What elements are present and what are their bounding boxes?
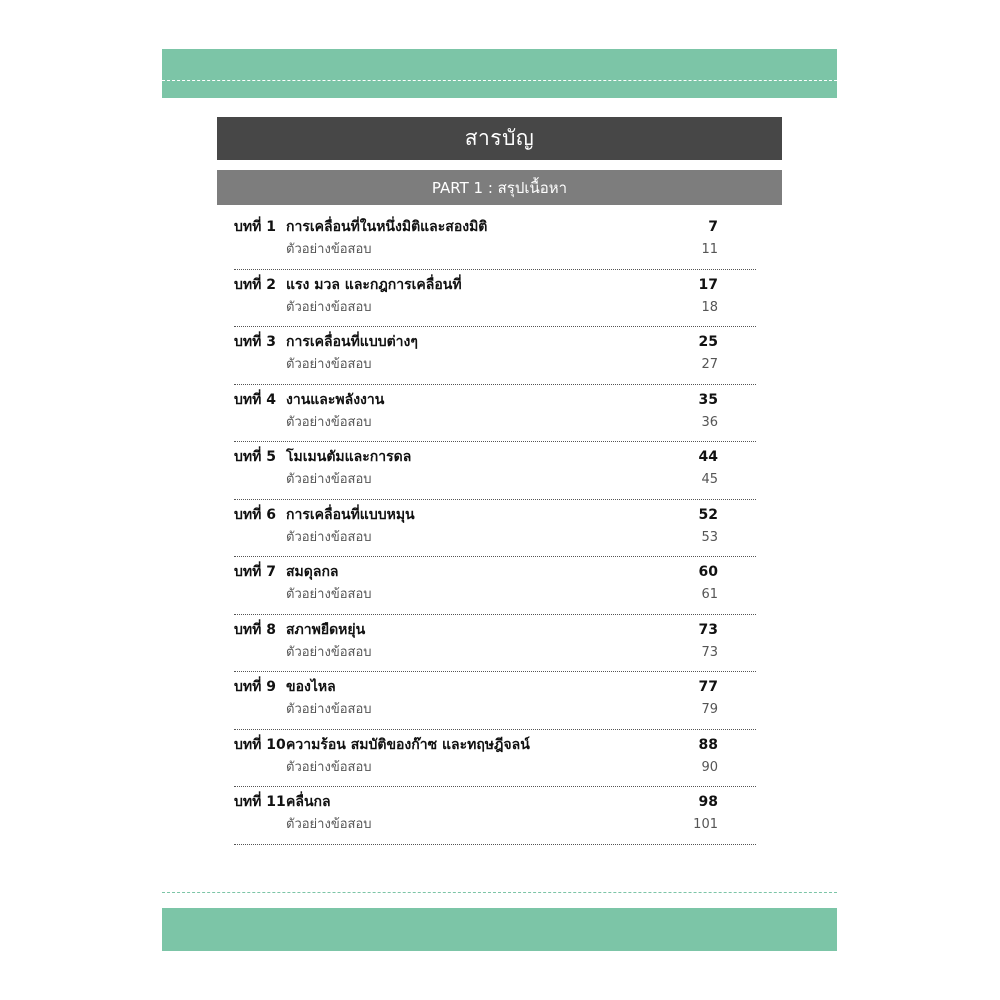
- chapter-title: ความร้อน สมบัติของก๊าซ และทฤษฎีจลน์: [286, 736, 530, 753]
- toc-entry[interactable]: [234, 385, 756, 443]
- chapter-title: สมดุลกล: [286, 564, 339, 580]
- chapter-title: สภาพยืดหยุ่น: [286, 621, 366, 638]
- exam-row[interactable]: [234, 584, 756, 606]
- toc-entry[interactable]: [234, 270, 756, 328]
- chapter-page: 35: [698, 391, 718, 408]
- chapter-row[interactable]: [234, 446, 756, 468]
- toc-entry[interactable]: [234, 500, 756, 558]
- exam-label: ตัวอย่างข้อสอบ: [286, 242, 372, 257]
- exam-row[interactable]: [234, 354, 756, 376]
- chapter-title: งานและพลังงาน: [286, 391, 385, 408]
- exam-page: 61: [701, 587, 718, 602]
- chapter-row[interactable]: [234, 504, 756, 526]
- exam-label: ตัวอย่างข้อสอบ: [286, 299, 372, 315]
- exam-row[interactable]: [234, 412, 756, 434]
- bottom-decor-band: [162, 908, 837, 951]
- exam-label: ตัวอย่างข้อสอบ: [286, 644, 372, 660]
- exam-row[interactable]: [234, 642, 756, 664]
- chapter-title: แรง มวล และกฎการเคลื่อนที่: [286, 276, 462, 293]
- chapter-title: ของไหล: [286, 679, 336, 695]
- chapter-label: บทที่ 6: [234, 506, 276, 523]
- part-title: PART 1 : สรุปเนื้อหา: [431, 178, 568, 197]
- chapter-label: บทที่ 10: [234, 736, 286, 753]
- exam-row[interactable]: [234, 469, 756, 491]
- chapter-title: คลื่นกล: [286, 794, 331, 810]
- chapter-page: 44: [698, 449, 718, 465]
- toc-title: สารบัญ: [464, 126, 535, 150]
- chapter-title: การเคลื่อนที่แบบหมุน: [286, 506, 415, 523]
- chapter-page: 88: [698, 736, 718, 753]
- exam-page: 11: [701, 242, 718, 257]
- toc-entry[interactable]: [234, 672, 756, 730]
- chapter-page: 60: [698, 564, 718, 580]
- exam-label: ตัวอย่างข้อสอบ: [286, 759, 372, 775]
- toc-entry[interactable]: [234, 615, 756, 673]
- exam-label: ตัวอย่างข้อสอบ: [286, 472, 372, 487]
- chapter-label: บทที่ 7: [234, 564, 276, 580]
- top-dashed-line: [162, 80, 837, 81]
- chapter-page: 25: [698, 334, 718, 350]
- bottom-dashed-line: [162, 892, 837, 893]
- chapter-row[interactable]: [234, 389, 756, 411]
- chapter-row[interactable]: [234, 274, 756, 296]
- chapter-label: บทที่ 2: [234, 276, 276, 293]
- chapter-label: บทที่ 1: [234, 219, 276, 235]
- exam-page: 36: [701, 414, 718, 430]
- chapter-page: 7: [708, 219, 718, 235]
- chapter-label: บทที่ 8: [234, 621, 276, 638]
- exam-label: ตัวอย่างข้อสอบ: [286, 414, 372, 430]
- exam-page: 27: [701, 357, 718, 372]
- exam-label: ตัวอย่างข้อสอบ: [286, 702, 372, 717]
- exam-label: ตัวอย่างข้อสอบ: [286, 357, 372, 372]
- top-decor-band: [162, 49, 837, 98]
- exam-page: 90: [701, 759, 718, 775]
- toc-entry[interactable]: [234, 327, 756, 385]
- exam-row[interactable]: [234, 239, 756, 261]
- chapter-row[interactable]: [234, 676, 756, 698]
- exam-page: 79: [701, 702, 718, 717]
- chapter-title: โมเมนตัมและการดล: [286, 449, 412, 465]
- exam-row[interactable]: [234, 527, 756, 549]
- chapter-row[interactable]: [234, 561, 756, 583]
- chapter-title: การเคลื่อนที่ในหนึ่งมิติและสองมิติ: [286, 219, 488, 235]
- toc-entry[interactable]: [234, 730, 756, 788]
- chapter-row[interactable]: [234, 331, 756, 353]
- chapter-row[interactable]: [234, 734, 756, 756]
- exam-page: 18: [701, 299, 718, 315]
- table-of-contents: [234, 212, 756, 845]
- chapter-row[interactable]: [234, 619, 756, 641]
- toc-title-bar: [217, 117, 782, 160]
- exam-row[interactable]: [234, 699, 756, 721]
- toc-entry[interactable]: [234, 557, 756, 615]
- exam-page: 53: [701, 529, 718, 545]
- exam-label: ตัวอย่างข้อสอบ: [286, 587, 372, 602]
- chapter-row[interactable]: [234, 791, 756, 813]
- chapter-page: 52: [698, 506, 718, 523]
- exam-row[interactable]: [234, 757, 756, 779]
- chapter-row[interactable]: [234, 216, 756, 238]
- toc-entry[interactable]: [234, 442, 756, 500]
- exam-label: ตัวอย่างข้อสอบ: [286, 817, 372, 832]
- chapter-label: บทที่ 11: [234, 794, 286, 810]
- chapter-label: บทที่ 4: [234, 391, 276, 408]
- exam-label: ตัวอย่างข้อสอบ: [286, 529, 372, 545]
- exam-page: 73: [701, 644, 718, 660]
- chapter-page: 73: [698, 621, 718, 638]
- chapter-label: บทที่ 3: [234, 334, 276, 350]
- exam-row[interactable]: [234, 297, 756, 319]
- part-header-bar: [217, 170, 782, 205]
- chapter-page: 98: [698, 794, 718, 810]
- chapter-page: 17: [698, 276, 718, 293]
- exam-page: 45: [701, 472, 718, 487]
- chapter-label: บทที่ 9: [234, 679, 276, 695]
- chapter-title: การเคลื่อนที่แบบต่างๆ: [286, 334, 418, 350]
- chapter-label: บทที่ 5: [234, 449, 276, 465]
- chapter-page: 77: [698, 679, 718, 695]
- toc-entry[interactable]: [234, 212, 756, 270]
- toc-entry[interactable]: [234, 787, 756, 845]
- exam-row[interactable]: [234, 814, 756, 836]
- exam-page: 101: [693, 817, 718, 832]
